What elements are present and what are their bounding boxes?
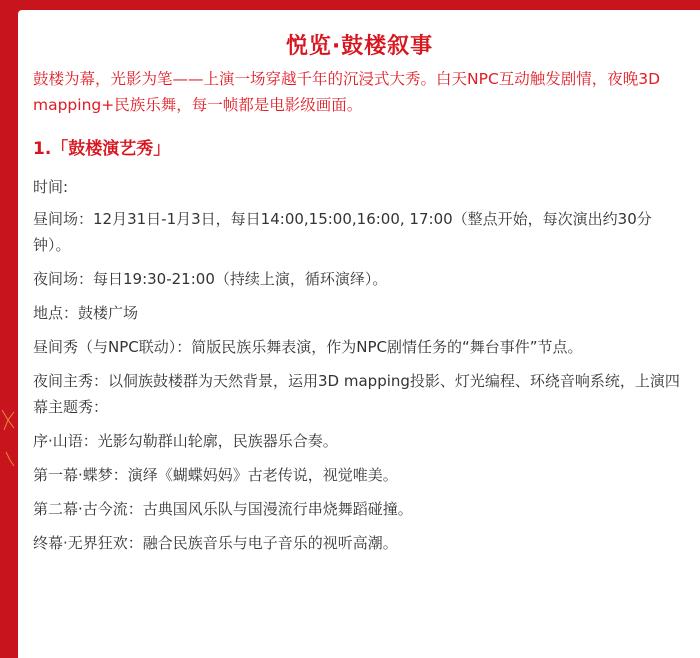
night-show-time: 夜间场：每日19:30-21:00（持续上演，循环演绎）。 <box>33 270 388 288</box>
section-heading: 1.「鼓楼演艺秀」 <box>33 139 171 159</box>
act-one: 第一幕·蝶梦：演绎《蝴蝶妈妈》古老传说，视觉唯美。 <box>33 466 398 484</box>
location: 地点：鼓楼广场 <box>33 304 139 322</box>
time-label: 时间: <box>33 178 69 196</box>
night-show-description: 夜间主秀：以侗族鼓楼群为天然背景，运用3D mapping投影、灯光编程、环绕音响系统，上演四幕主题秀： <box>33 372 680 416</box>
page-title: 悦览·鼓楼叙事 <box>285 34 434 59</box>
finale-act: 终幕·无界狂欢：融合民族音乐与电子音乐的视听高潮。 <box>33 534 398 552</box>
act-two: 第二幕·古今流：古典国风乐队与国漫流行串烧舞蹈碰撞。 <box>33 500 413 518</box>
intro-paragraph: 鼓楼为幕，光影为笔——上演一场穿越千年的沉浸式大秀。白天NPC互动触发剧情，夜晚3D mapping+民族乐舞，每一帧都是电影级画面。 <box>33 70 661 114</box>
content-card <box>18 10 700 658</box>
prologue-act: 序·山语：光影勾勒群山轮廓，民族器乐合奏。 <box>33 432 338 450</box>
day-show-description: 昼间秀（与NPC联动）：简版民族乐舞表演，作为NPC剧情任务的“舞台事件”节点。 <box>33 338 583 356</box>
day-show-time: 昼间场：12月31日-1月3日，每日14:00,15:00,16:00, 17:00（整点开始，每次演出约30分钟）。 <box>33 210 652 254</box>
